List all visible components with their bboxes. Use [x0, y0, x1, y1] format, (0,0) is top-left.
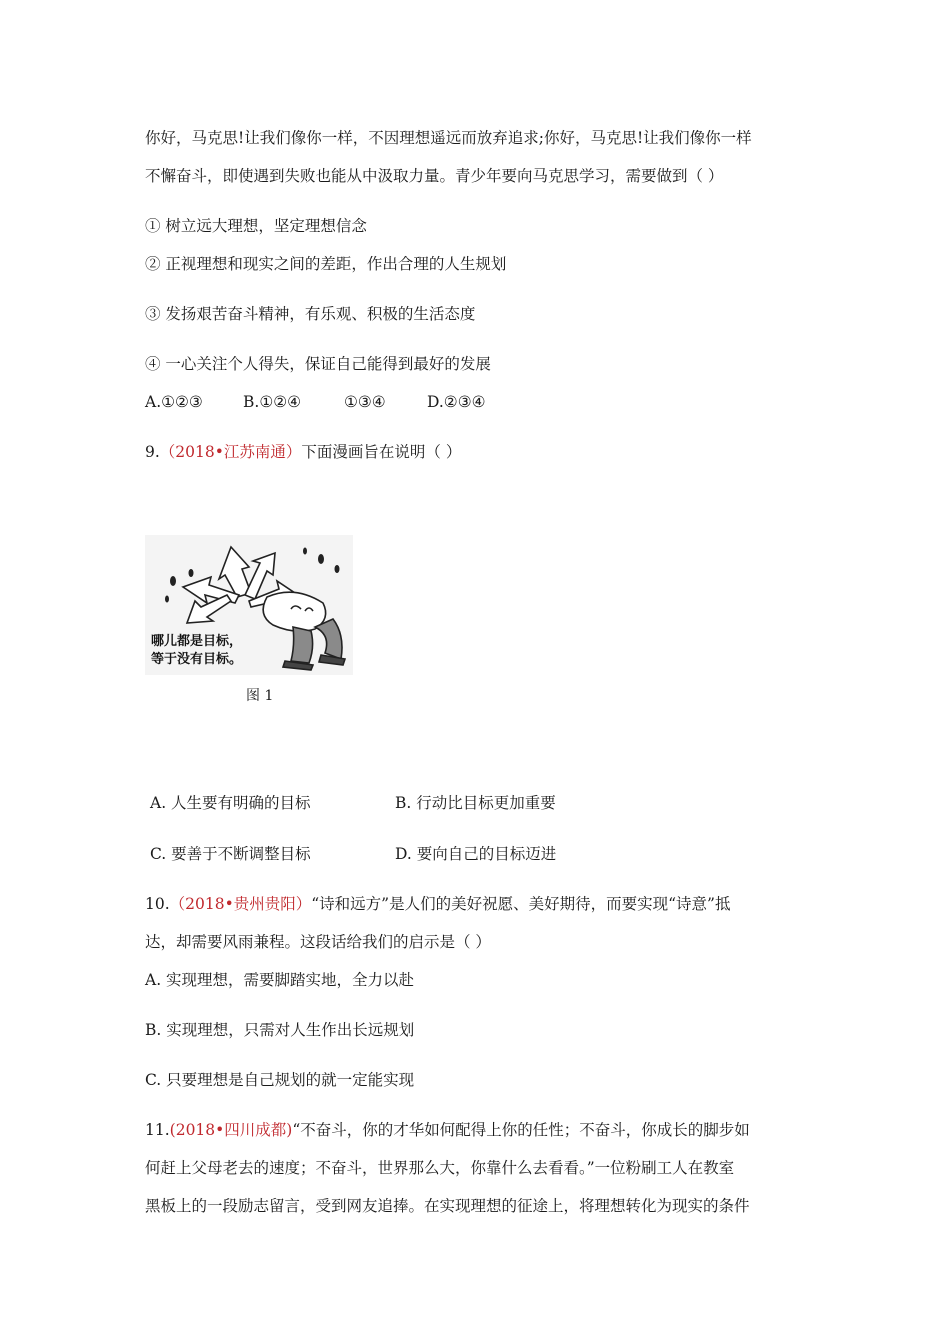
q11-stem-line-1	[145, 1120, 750, 1140]
q10-stem-line-2: 达，却需要风雨兼程。这段话给我们的启示是（ ）	[145, 933, 491, 951]
q10-stem-text: “诗和远方”是人们的美好祝愿、美好期待，而要实现“诗意”抵	[311, 895, 731, 913]
q10-option-a: A. 实现理想，需要脚踏实地，全力以赴	[145, 971, 415, 989]
q9-source: （2018•江苏南通）	[159, 443, 302, 461]
q8-option-c: ①③④	[344, 393, 386, 411]
q9-stem-text: 下面漫画旨在说明（ ）	[301, 443, 462, 461]
q8-item-3: ③ 发扬艰苦奋斗精神，有乐观、积极的生活态度	[145, 305, 476, 323]
q9-option-c: C. 要善于不断调整目标	[150, 845, 311, 863]
q9-option-b: B. 行动比目标更加重要	[395, 794, 556, 812]
q8-option-b: B.①②④	[243, 393, 302, 411]
q10-number: 10.	[145, 895, 170, 913]
cartoon-text-line-2: 等于没有目标。	[151, 652, 243, 667]
q8-item-4: ④ 一心关注个人得失，保证自己能得到最好的发展	[145, 355, 491, 373]
q10-stem-line-1	[145, 894, 730, 914]
q8-stem-line-2: 不懈奋斗，即使遇到失败也能从中汲取力量。青少年要向马克思学习，需要做到（ ）	[145, 167, 724, 185]
cartoon-image	[145, 535, 353, 675]
q10-option-b: B. 实现理想，只需对人生作出长远规划	[145, 1021, 415, 1039]
figure-caption: 图 1	[246, 688, 274, 704]
q11-number: 11.	[145, 1121, 170, 1139]
q8-item-2: ② 正视理想和现实之间的差距，作出合理的人生规划	[145, 255, 507, 273]
q8-option-d: D.②③④	[427, 393, 486, 411]
q8-item-1: ① 树立远大理想，坚定理想信念	[145, 217, 367, 235]
q9-option-a: A. 人生要有明确的目标	[150, 794, 311, 812]
cartoon-text-line-1: 哪儿都是目标，	[151, 634, 243, 649]
q9-option-d: D. 要向自己的目标迈进	[395, 845, 557, 863]
q10-option-c: C. 只要理想是自己规划的就一定能实现	[145, 1071, 415, 1089]
q11-stem-line-3: 黑板上的一段励志留言，受到网友追捧。在实现理想的征途上，将理想转化为现实的条件	[145, 1197, 750, 1215]
q9-stem	[145, 442, 461, 462]
q8-stem-line-1: 你好，马克思!让我们像你一样，不因理想遥远而放弃追求;你好，马克思!让我们像你一样	[145, 129, 752, 147]
q9-number: 9.	[145, 443, 160, 461]
q11-stem-text: “不奋斗，你的才华如何配得上你的任性；不奋斗，你成长的脚步如	[292, 1121, 750, 1139]
q10-source: （2018•贵州贵阳）	[169, 895, 312, 913]
q11-stem-line-2: 何赶上父母老去的速度；不奋斗，世界那么大，你靠什么去看看。”一位粉刷工人在教室	[145, 1159, 735, 1177]
q11-source: (2018•四川成都)	[169, 1121, 293, 1139]
q8-option-a: A.①②③	[145, 393, 203, 411]
